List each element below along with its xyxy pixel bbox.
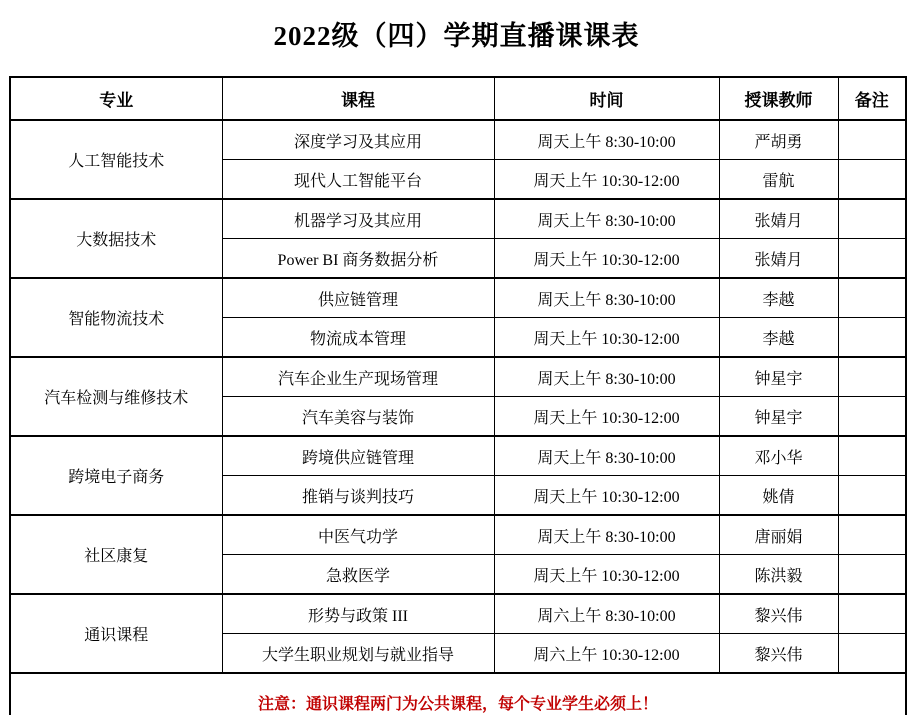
time-cell: 周天上午 10:30-12:00 — [494, 318, 719, 358]
table-row — [10, 278, 906, 318]
table-row — [10, 120, 906, 160]
teacher-cell: 唐丽娟 — [719, 515, 838, 555]
note-cell — [838, 397, 906, 437]
time-cell: 周天上午 8:30-10:00 — [494, 436, 719, 476]
header-course: 课程 — [222, 77, 494, 120]
note-cell — [838, 634, 906, 674]
teacher-cell: 严胡勇 — [719, 120, 838, 160]
header-note: 备注 — [838, 77, 906, 120]
time-cell: 周天上午 8:30-10:00 — [494, 515, 719, 555]
teacher-cell: 张婧月 — [719, 199, 838, 239]
teacher-cell: 雷航 — [719, 160, 838, 200]
course-cell: 形势与政策 III — [222, 594, 494, 634]
teacher-cell: 钟星宇 — [719, 357, 838, 397]
time-cell: 周六上午 8:30-10:00 — [494, 594, 719, 634]
course-cell: 中医气功学 — [222, 515, 494, 555]
teacher-cell: 李越 — [719, 318, 838, 358]
note-cell — [838, 160, 906, 200]
major-cell: 社区康复 — [10, 515, 222, 594]
time-cell: 周天上午 10:30-12:00 — [494, 397, 719, 437]
course-cell: 物流成本管理 — [222, 318, 494, 358]
note-cell — [838, 357, 906, 397]
header-row — [10, 77, 906, 120]
note-cell — [838, 436, 906, 476]
note-cell — [838, 239, 906, 279]
major-cell: 跨境电子商务 — [10, 436, 222, 515]
table-footer — [10, 673, 906, 715]
note-cell — [838, 555, 906, 595]
time-cell: 周天上午 8:30-10:00 — [494, 357, 719, 397]
header-major: 专业 — [10, 77, 222, 120]
course-cell: Power BI 商务数据分析 — [222, 239, 494, 279]
course-cell: 汽车企业生产现场管理 — [222, 357, 494, 397]
course-cell: 跨境供应链管理 — [222, 436, 494, 476]
course-cell: 机器学习及其应用 — [222, 199, 494, 239]
table-row — [10, 515, 906, 555]
schedule-table-body — [10, 120, 906, 673]
table-row — [10, 436, 906, 476]
table-row — [10, 357, 906, 397]
footer-row — [10, 673, 906, 715]
time-cell: 周天上午 8:30-10:00 — [494, 120, 719, 160]
table-row — [10, 594, 906, 634]
footer-note: 注意：通识课程两门为公共课程，每个专业学生必须上！ — [10, 673, 906, 715]
course-cell: 大学生职业规划与就业指导 — [222, 634, 494, 674]
teacher-cell: 邓小华 — [719, 436, 838, 476]
table-row — [10, 199, 906, 239]
teacher-cell: 姚倩 — [719, 476, 838, 516]
time-cell: 周天上午 10:30-12:00 — [494, 476, 719, 516]
note-cell — [838, 199, 906, 239]
header-time: 时间 — [494, 77, 719, 120]
header-teacher: 授课教师 — [719, 77, 838, 120]
time-cell: 周天上午 10:30-12:00 — [494, 160, 719, 200]
note-cell — [838, 120, 906, 160]
major-cell: 汽车检测与维修技术 — [10, 357, 222, 436]
note-cell — [838, 318, 906, 358]
major-cell: 大数据技术 — [10, 199, 222, 278]
teacher-cell: 陈洪毅 — [719, 555, 838, 595]
time-cell: 周天上午 10:30-12:00 — [494, 555, 719, 595]
teacher-cell: 黎兴伟 — [719, 594, 838, 634]
time-cell: 周天上午 10:30-12:00 — [494, 239, 719, 279]
teacher-cell: 李越 — [719, 278, 838, 318]
page-title: 2022级（四）学期直播课课表 — [273, 21, 640, 51]
course-cell: 深度学习及其应用 — [222, 120, 494, 160]
major-cell: 通识课程 — [10, 594, 222, 673]
note-cell — [838, 515, 906, 555]
major-cell: 智能物流技术 — [10, 278, 222, 357]
course-cell: 推销与谈判技巧 — [222, 476, 494, 516]
course-cell: 供应链管理 — [222, 278, 494, 318]
note-cell — [838, 278, 906, 318]
teacher-cell: 黎兴伟 — [719, 634, 838, 674]
time-cell: 周六上午 10:30-12:00 — [494, 634, 719, 674]
teacher-cell: 张婧月 — [719, 239, 838, 279]
course-cell: 现代人工智能平台 — [222, 160, 494, 200]
schedule-table — [9, 76, 907, 715]
note-cell — [838, 594, 906, 634]
table-header — [10, 77, 906, 120]
time-cell: 周天上午 8:30-10:00 — [494, 278, 719, 318]
time-cell: 周天上午 8:30-10:00 — [494, 199, 719, 239]
note-cell — [838, 476, 906, 516]
course-cell: 急救医学 — [222, 555, 494, 595]
course-cell: 汽车美容与装饰 — [222, 397, 494, 437]
teacher-cell: 钟星宇 — [719, 397, 838, 437]
major-cell: 人工智能技术 — [10, 120, 222, 199]
